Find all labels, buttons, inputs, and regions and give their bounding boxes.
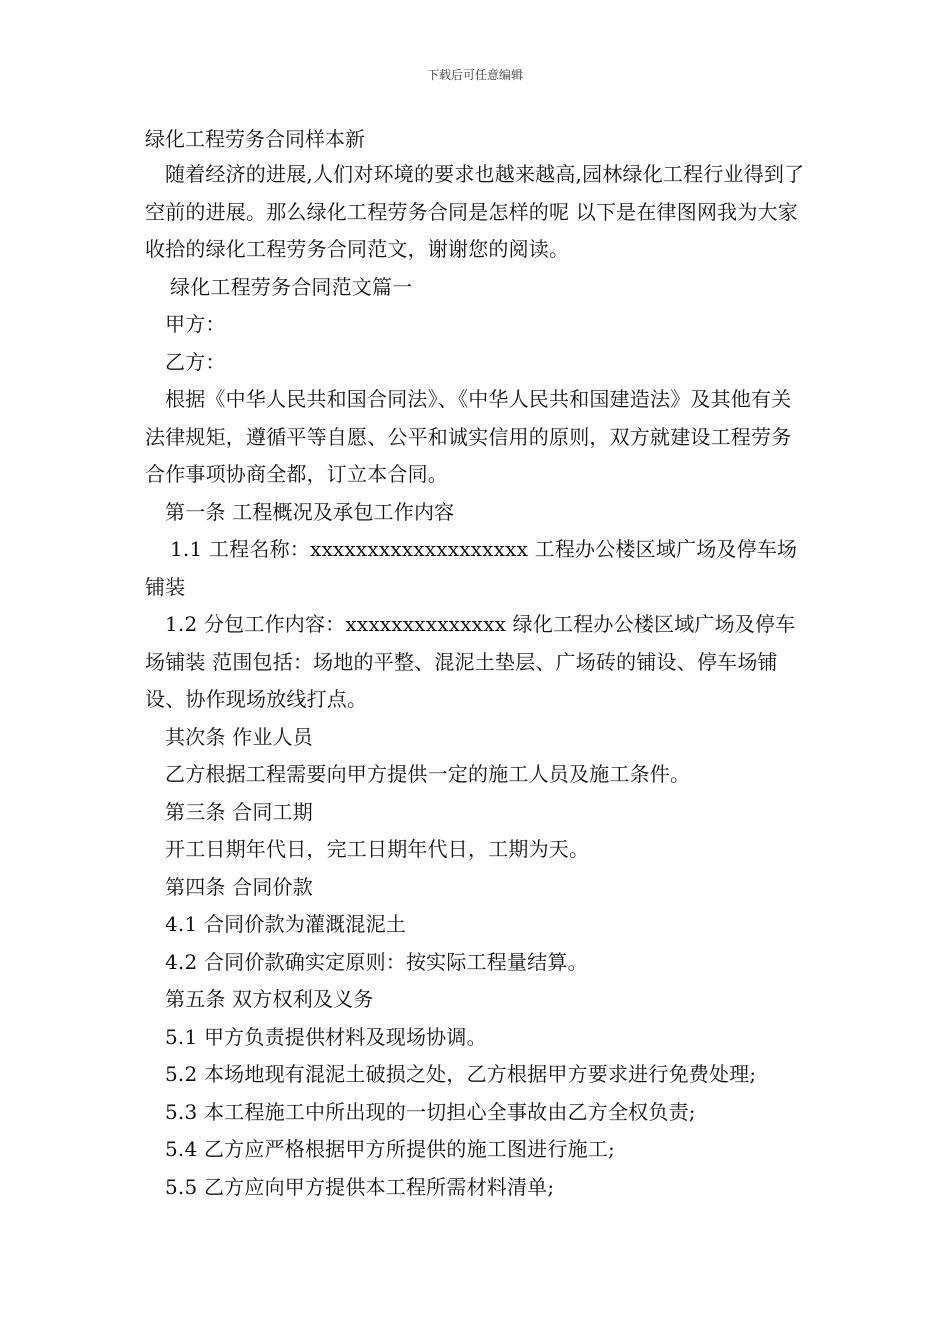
clause-5-3: 5.3 本工程施工中所出现的一切担心全事故由乙方全权负责; bbox=[165, 1099, 696, 1124]
article-2-heading: 其次条 作业人员 bbox=[165, 724, 313, 749]
clause-5-5: 5.5 乙方应向甲方提供本工程所需材料清单; bbox=[165, 1174, 555, 1199]
intro-paragraph: 随着经济的进展,人们对环境的要求也越来越高,园林绿化工程行业得到了空前的进展。那么绿化工程劳务合同是怎样的呢 以下是在律图网我为大家收拾的绿化工程劳务合同范文，谢谢您的阅读。 bbox=[145, 162, 805, 261]
clause-1-1: 1.1 工程名称：xxxxxxxxxxxxxxxxxxx 工程办公楼区域广场及停车场铺装 bbox=[145, 537, 798, 599]
article-2-text: 乙方根据工程需要向甲方提供一定的施工人员及施工条件。 bbox=[165, 762, 691, 786]
document-body bbox=[145, 122, 810, 1206]
page-header-note: 下载后可任意编辑 bbox=[426, 68, 523, 82]
clause-4-1: 4.1 合同价款为灌溉混泥土 bbox=[165, 912, 406, 936]
clause-5-1: 5.1 甲方负责提供材料及现场协调。 bbox=[165, 1024, 487, 1049]
section-heading: 绿化工程劳务合同范文篇一 bbox=[170, 274, 413, 299]
article-3-text: 开工日期年代日，完工日期年代日，工期为天。 bbox=[165, 837, 590, 861]
article-1-heading: 第一条 工程概况及承包工作内容 bbox=[165, 499, 455, 524]
party-a-label: 甲方： bbox=[165, 312, 226, 336]
clause-5-4: 5.4 乙方应严格根据甲方所提供的施工图进行施工; bbox=[165, 1137, 615, 1161]
article-4-heading: 第四条 合同价款 bbox=[165, 874, 313, 899]
article-3-heading: 第三条 合同工期 bbox=[165, 799, 313, 824]
contract-basis-paragraph: 根据《中华人民共和国合同法》、《中华人民共和国建造法》及其他有关法律规矩，遵循平等自愿、公平和诚实信用的原则，双方就建设工程劳务合作事项协商全都，订立本合同。 bbox=[145, 387, 792, 486]
article-5-heading: 第五条 双方权利及义务 bbox=[165, 987, 374, 1011]
party-b-label: 乙方： bbox=[165, 349, 226, 374]
clause-5-2: 5.2 本场地现有混泥土破损之处，乙方根据甲方要求进行免费处理; bbox=[165, 1062, 757, 1086]
clause-1-2: 1.2 分包工作内容：xxxxxxxxxxxxxx 绿化工程办公楼区域广场及停车场铺装 范围包括：场地的平整、混泥土垫层、广场砖的铺设、停车场铺设、协作现场放线打点。 bbox=[145, 612, 796, 711]
document-title: 绿化工程劳务合同样本新 bbox=[145, 127, 365, 151]
clause-4-2: 4.2 合同价款确实定原则：按实际工程量结算。 bbox=[165, 949, 588, 974]
